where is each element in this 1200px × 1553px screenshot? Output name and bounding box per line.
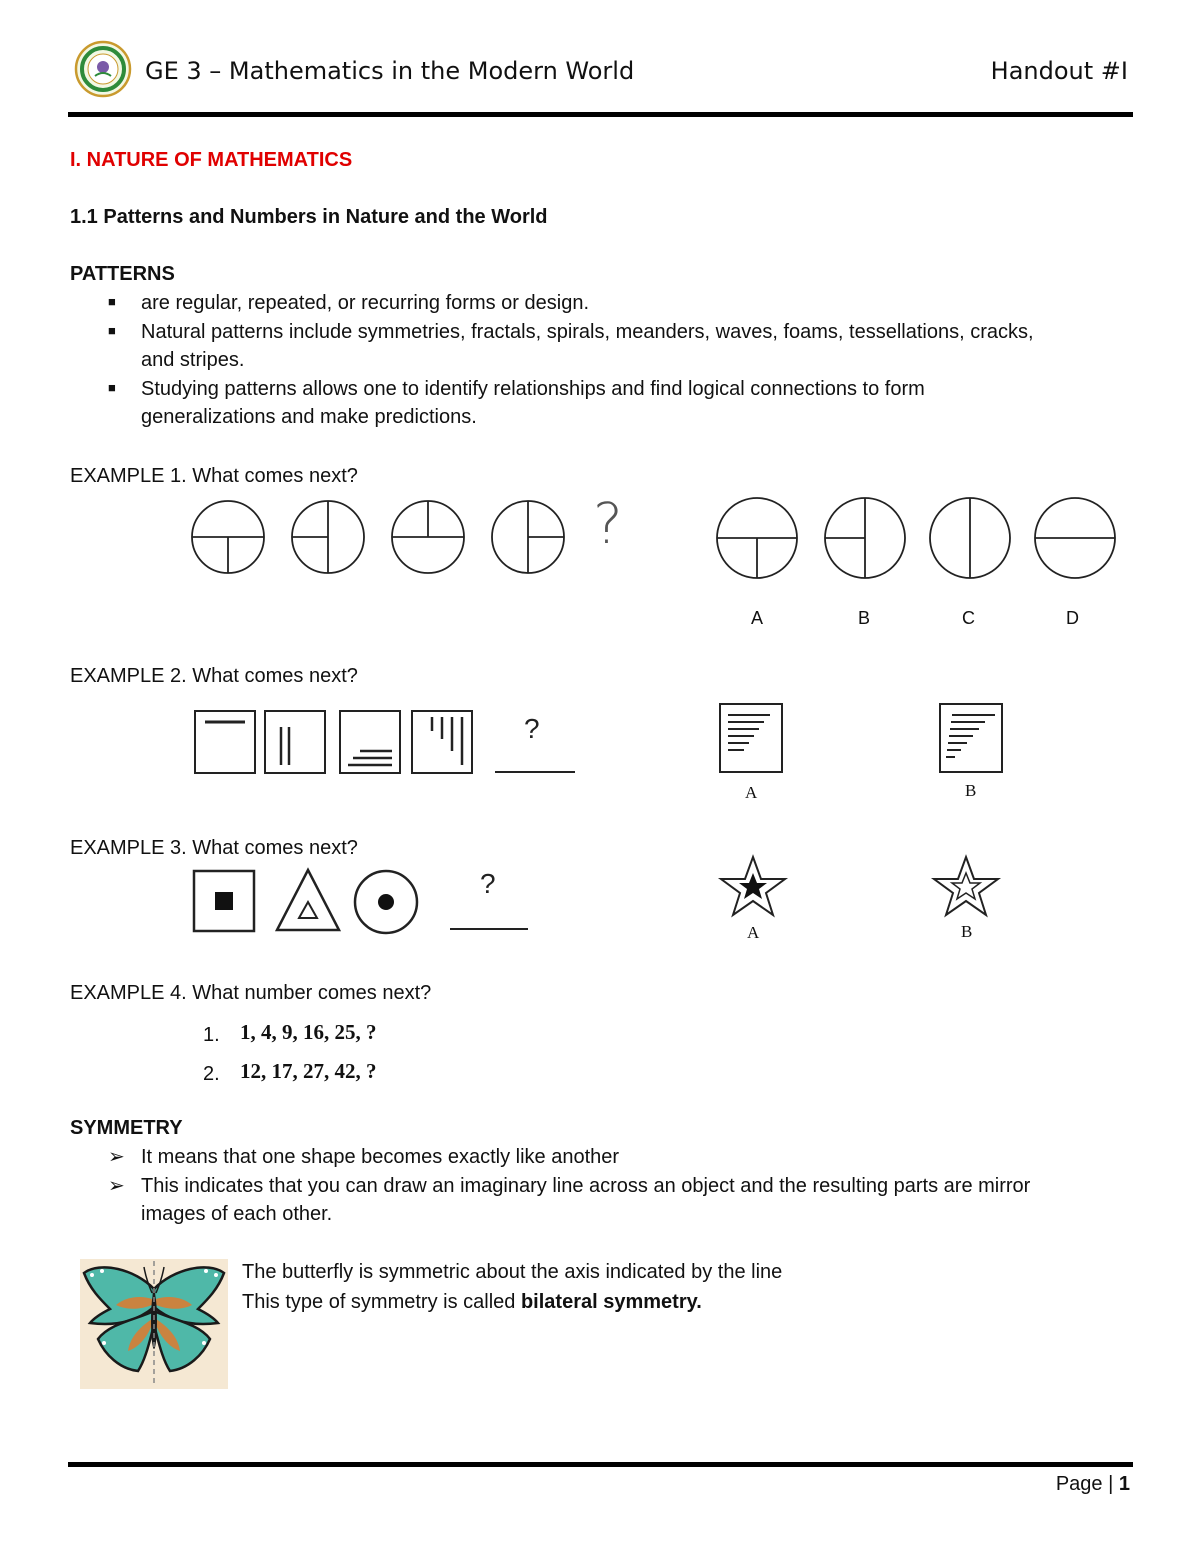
pattern-box-3 [340,711,400,773]
example-2-options [715,700,1015,780]
pattern-circle-2 [292,501,364,573]
symmetry-bullet-2: This indicates that you can draw an imaginary line across an object and the resulting parts are mirror [141,1175,1031,1197]
pattern-circle-3 [392,501,464,573]
option-b-label: B [965,781,977,800]
example-1-sequence [180,495,650,585]
option-b-label: B [961,922,973,941]
caption-prefix: This type of symmetry is called [242,1291,521,1313]
option-a-label: A [745,783,758,802]
page-number: 1 [1118,1473,1130,1495]
arrow-bullet-icon: ➢ [108,1175,125,1197]
patterns-bullet-2-cont: and stripes. [141,349,245,371]
butterfly-image [80,1259,228,1389]
option-b-star [934,857,998,915]
sequence-1: 1, 4, 9, 16, 25, ? [240,1020,377,1044]
page-footer [1056,1470,1130,1498]
example-2-sequence [190,705,580,780]
subsection-heading: 1.1 Patterns and Numbers in Nature and the World [70,206,548,228]
symmetry-bullet-1: It means that one shape becomes exactly like another [141,1146,620,1168]
sequence-2: 12, 17, 27, 42, ? [240,1059,377,1083]
bullet-square-icon: ■ [108,380,116,395]
patterns-bullet-3: Studying patterns allows one to identify relationships and find logical connections to form [141,378,925,400]
example-4-prompt: EXAMPLE 4. What number comes next? [70,982,432,1004]
option-d-label: D [1066,608,1079,628]
bullet-square-icon: ■ [108,323,116,338]
header-rule [68,112,1133,117]
handout-number: Handout #I [990,57,1128,85]
patterns-bullet-3-cont: generalizations and make predictions. [141,406,477,428]
patterns-bullet-2: Natural patterns include symmetries, fractals, spirals, meanders, waves, foams, tessellations, cracks, [141,321,1034,343]
bilateral-symmetry-term: bilateral symmetry. [520,1291,702,1313]
patterns-bullet-1: are regular, repeated, or recurring forms or design. [141,292,589,314]
example-1-question-mark: ? [593,492,623,557]
page-label: Page | [1055,1473,1119,1495]
option-b-circle [825,498,905,578]
example-3-prompt: EXAMPLE 3. What comes next? [70,837,358,859]
option-c-label: C [962,608,975,628]
example-3-question-mark: ? [480,868,496,899]
butterfly-caption-line-1: The butterfly is symmetric about the axis indicated by the line [242,1261,783,1283]
section-heading: I. NATURE OF MATHEMATICS [70,149,353,171]
patterns-heading: PATTERNS [70,263,175,285]
pattern-box-1 [195,711,255,773]
arrow-bullet-icon: ➢ [108,1146,125,1168]
option-a-label: A [747,923,760,942]
option-a-label: A [751,608,764,628]
example-1-options [710,495,1120,585]
symmetry-bullet-2-cont: images of each other. [141,1203,333,1225]
example-3-options [715,852,1015,922]
document-title: GE 3 – Mathematics in the Modern World [145,57,635,85]
sequence-1-number: 1. [203,1024,220,1046]
sequence-2-number: 2. [203,1063,220,1085]
pattern-box-2 [265,711,325,773]
footer-rule [68,1462,1133,1467]
option-b-label: B [858,608,871,628]
pattern-circle-1 [192,501,264,573]
example-2-question-mark: ? [524,713,540,744]
option-a-circle [717,498,797,578]
option-d-circle [1035,498,1115,578]
bullet-square-icon: ■ [108,294,116,309]
pattern-circle-4 [492,501,564,573]
option-c-circle [930,498,1010,578]
university-seal-logo [74,40,132,98]
butterfly-caption-line-2 [242,1288,702,1316]
example-2-prompt: EXAMPLE 2. What comes next? [70,665,358,687]
example-1-prompt: EXAMPLE 1. What comes next? [70,465,358,487]
symmetry-heading: SYMMETRY [70,1117,183,1139]
